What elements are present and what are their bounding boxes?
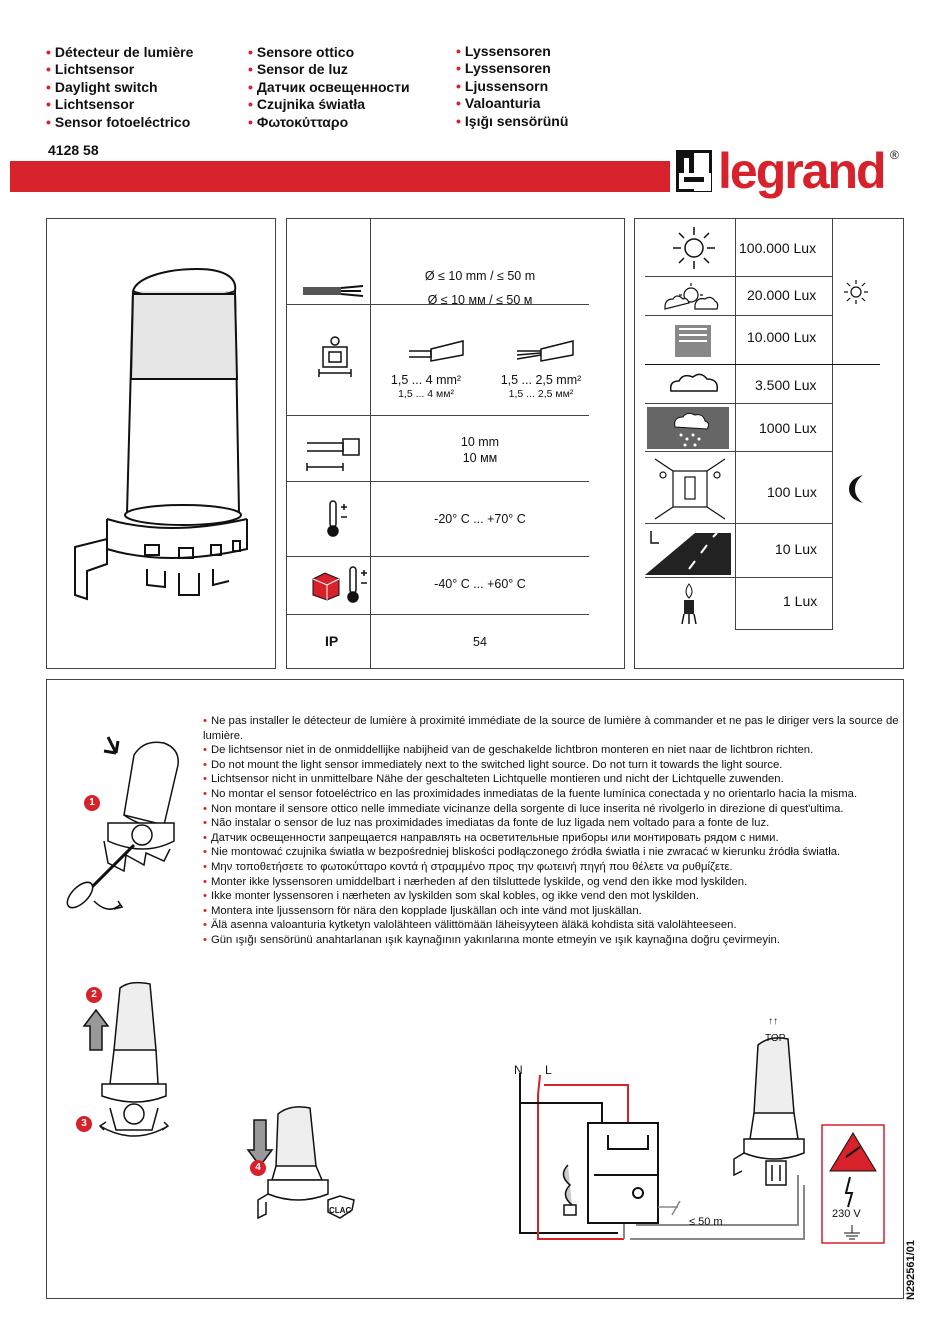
title-item: • Czujnika światła: [248, 96, 366, 113]
specifications-box: [286, 218, 625, 669]
lux-value: 100.000 Lux: [739, 240, 817, 256]
storage-box-icon: [311, 571, 341, 601]
lux-row-divider: [645, 276, 833, 277]
lux-value: 1000 Lux: [759, 420, 817, 436]
cable-icon: [301, 281, 367, 301]
warning-item: • Ikke monter lyssensoren i nærheten av lyskilden som skal kobles, og ikke vend den mot lyskilden.: [203, 890, 699, 903]
flexible-wire-icon: [515, 337, 575, 367]
thermometer-icon: [325, 499, 355, 539]
light-sensor-illustration: [47, 219, 277, 670]
sun-icon: [671, 225, 717, 271]
title-item: • Lichtsensor: [46, 96, 135, 113]
product-code: 4128 58: [48, 142, 99, 158]
lux-row-divider: [645, 577, 833, 578]
title-column-3: [456, 43, 568, 130]
step-badge: 3: [76, 1116, 92, 1132]
step-badge: 4: [250, 1160, 266, 1176]
room-icon: [653, 457, 727, 521]
flex-wire-line2: 1,5 ... 2,5 мм²: [508, 388, 574, 400]
warning-item: • Non montare il sensore ottico nelle immediate vicinanze della sorgente di luce inserita né rivolgerlo in direzione di quest'ultima.: [203, 802, 844, 815]
lux-row-divider: [645, 403, 833, 404]
warning-item: • Não instalar o sensor de luz nas proximidades imediatas da fonte de luz ligada nem voltado para a fonte de luz.: [203, 817, 770, 830]
top-label: TOP: [765, 1033, 786, 1044]
title-item: • Valoanturia: [456, 95, 541, 112]
warning-item: • No montar el sensor fotoeléctrico en las proximidades inmediatas de la fuente lumínica conectada y no orientarlo hacia la misma.: [203, 787, 858, 800]
ip-value: 54: [473, 635, 487, 649]
sun-cloud-icon: [661, 281, 721, 317]
title-item: • Sensore ottico: [248, 44, 355, 60]
lux-value: 20.000 Lux: [747, 287, 817, 303]
warning-item: • Montera inte ljussensorn för nära den kopplade ljuskällan och inte vänd mot ljuskällan.: [203, 904, 642, 917]
warning-text-list: [203, 714, 908, 948]
strip-length-line1: 10 mm: [460, 435, 500, 449]
warning-item: • Nie montować czujnika światła w bezpośredniej bliskości podłączonego źródła światła i nie zwracać w kierunku źródła światła.: [203, 846, 841, 859]
rigid-wire-line1: 1,5 ... 4 mm²: [390, 373, 462, 387]
lux-value: 1 Lux: [783, 593, 818, 609]
lux-value: 10.000 Lux: [747, 329, 817, 345]
warning-item: • Lichtsensor nicht in unmittelbare Nähe der geschalteten Lichtquelle montieren und nicht der Lichtquelle zuwenden.: [203, 773, 784, 786]
header-red-band: [10, 161, 670, 192]
rigid-wire-icon: [405, 337, 465, 367]
strip-length-icon: [303, 437, 363, 477]
lux-table-box: [634, 218, 904, 669]
street-icon: [645, 529, 731, 575]
shade-icon: [673, 319, 713, 359]
operating-temperature: -20° C ... +70° C: [434, 512, 526, 526]
warning-item: • Älä asenna valoanturia kytketyn valolähteen välittömään läheisyyteen äläkä kohdista sitä valolähteeseen.: [203, 919, 737, 932]
warning-item: • Gün ışığı sensörünü anahtarlanan ışık kaynağının yakınlarına monte etmeyin ve ışık kaynağına doğru çevirmeyin.: [203, 933, 780, 946]
lux-row-divider: [645, 364, 880, 365]
title-item: • Işığı sensörünü: [456, 112, 569, 129]
storm-icon: [647, 407, 729, 449]
live-label: L: [545, 1063, 552, 1077]
voltage-label: 230 V: [832, 1208, 861, 1220]
lux-row-divider: [735, 629, 833, 630]
product-illustration-box: [46, 218, 276, 669]
lux-row-divider: [645, 523, 833, 524]
storage-temperature: -40° C ... +60° C: [434, 577, 526, 591]
warning-item: • Датчик освещенности запрещается направлять на осветительные приборы или монтировать рядом с ними.: [203, 831, 779, 844]
cloud-icon: [665, 369, 725, 399]
spec-row-divider: [287, 556, 589, 557]
step-badge: 1: [84, 795, 100, 811]
cable-spec-line2: Ø ≤ 10 мм / ≤ 50 м: [427, 293, 533, 307]
lux-column-divider: [832, 219, 833, 629]
candle-icon: [677, 582, 701, 626]
strip-length-line2: 10 мм: [462, 451, 498, 465]
spec-row-divider: [287, 481, 589, 482]
rigid-wire-line2: 1,5 ... 4 мм²: [398, 388, 454, 400]
warning-item: • Μην τοποθετήσετε το φωτοκύτταρο κοντά ή στραμμένο προς την φωτεινή πηγή που θέλετε να ρυθμίζετε.: [203, 860, 733, 873]
registered-mark: ®: [890, 148, 899, 162]
lux-value: 3.500 Lux: [755, 377, 817, 393]
title-item: • Lichtsensor: [46, 61, 135, 78]
legrand-logo: [676, 143, 908, 200]
legrand-mark-icon: [676, 150, 712, 192]
neutral-label: N: [514, 1063, 523, 1077]
step1-illustration: [64, 715, 194, 925]
title-item: • Daylight switch: [46, 78, 158, 95]
night-moon-icon: [845, 473, 869, 505]
title-item: • Lyssensoren: [456, 43, 551, 59]
flex-wire-line1: 1,5 ... 2,5 mm²: [500, 373, 582, 387]
warning-item: • Monter ikke lyssensoren umiddelbart i nærheden af den tilsluttede lyskilde, og vend den ikke mod lyskilden.: [203, 875, 748, 888]
title-item: • Sensor de luz: [248, 61, 348, 78]
warning-item: • Do not mount the light sensor immediately next to the switched light source. Do not turn it towards the light source.: [203, 758, 783, 771]
brand-name: legrand: [718, 143, 885, 199]
lux-value: 10 Lux: [775, 541, 818, 557]
warning-item: • Ne pas installer le détecteur de lumière à proximité immédiate de la source de lumière à commander et ne pas le diriger vers la source de lumière.: [203, 715, 899, 742]
title-item: • Sensor fotoeléctrico: [46, 113, 191, 130]
spec-row-divider: [287, 614, 589, 615]
document-number: N292561/01: [905, 1240, 917, 1300]
step-badge: 2: [86, 987, 102, 1003]
title-item: • Φωτοκύτταρο: [248, 113, 349, 130]
cable-spec-line1: Ø ≤ 10 mm / ≤ 50 m: [424, 269, 536, 283]
title-item: • Lyssensoren: [456, 60, 551, 77]
ip-label: IP: [325, 633, 339, 649]
spec-row-divider: [287, 415, 589, 416]
title-column-1: [46, 44, 193, 131]
terminal-screw-icon: [315, 335, 355, 385]
lux-row-divider: [645, 451, 833, 452]
lux-value: 100 Lux: [767, 484, 817, 500]
warning-item: • De lichtsensor niet in de onmiddellijke nabijheid van de geschakelde lichtbron monteren en niet naar de lichtbron richten.: [203, 744, 814, 757]
title-item: • Ljussensorn: [456, 77, 549, 94]
day-sun-icon: [843, 279, 869, 305]
distance-label: ≤ 50 m: [689, 1216, 723, 1228]
clac-label: CLAC: [329, 1206, 352, 1215]
lux-column-divider: [735, 219, 736, 629]
title-item: • Détecteur de lumière: [46, 44, 194, 60]
top-arrows-icon: ↑↑: [768, 1016, 778, 1027]
title-item: • Датчик освещенности: [248, 78, 410, 95]
title-column-2: [248, 44, 410, 131]
